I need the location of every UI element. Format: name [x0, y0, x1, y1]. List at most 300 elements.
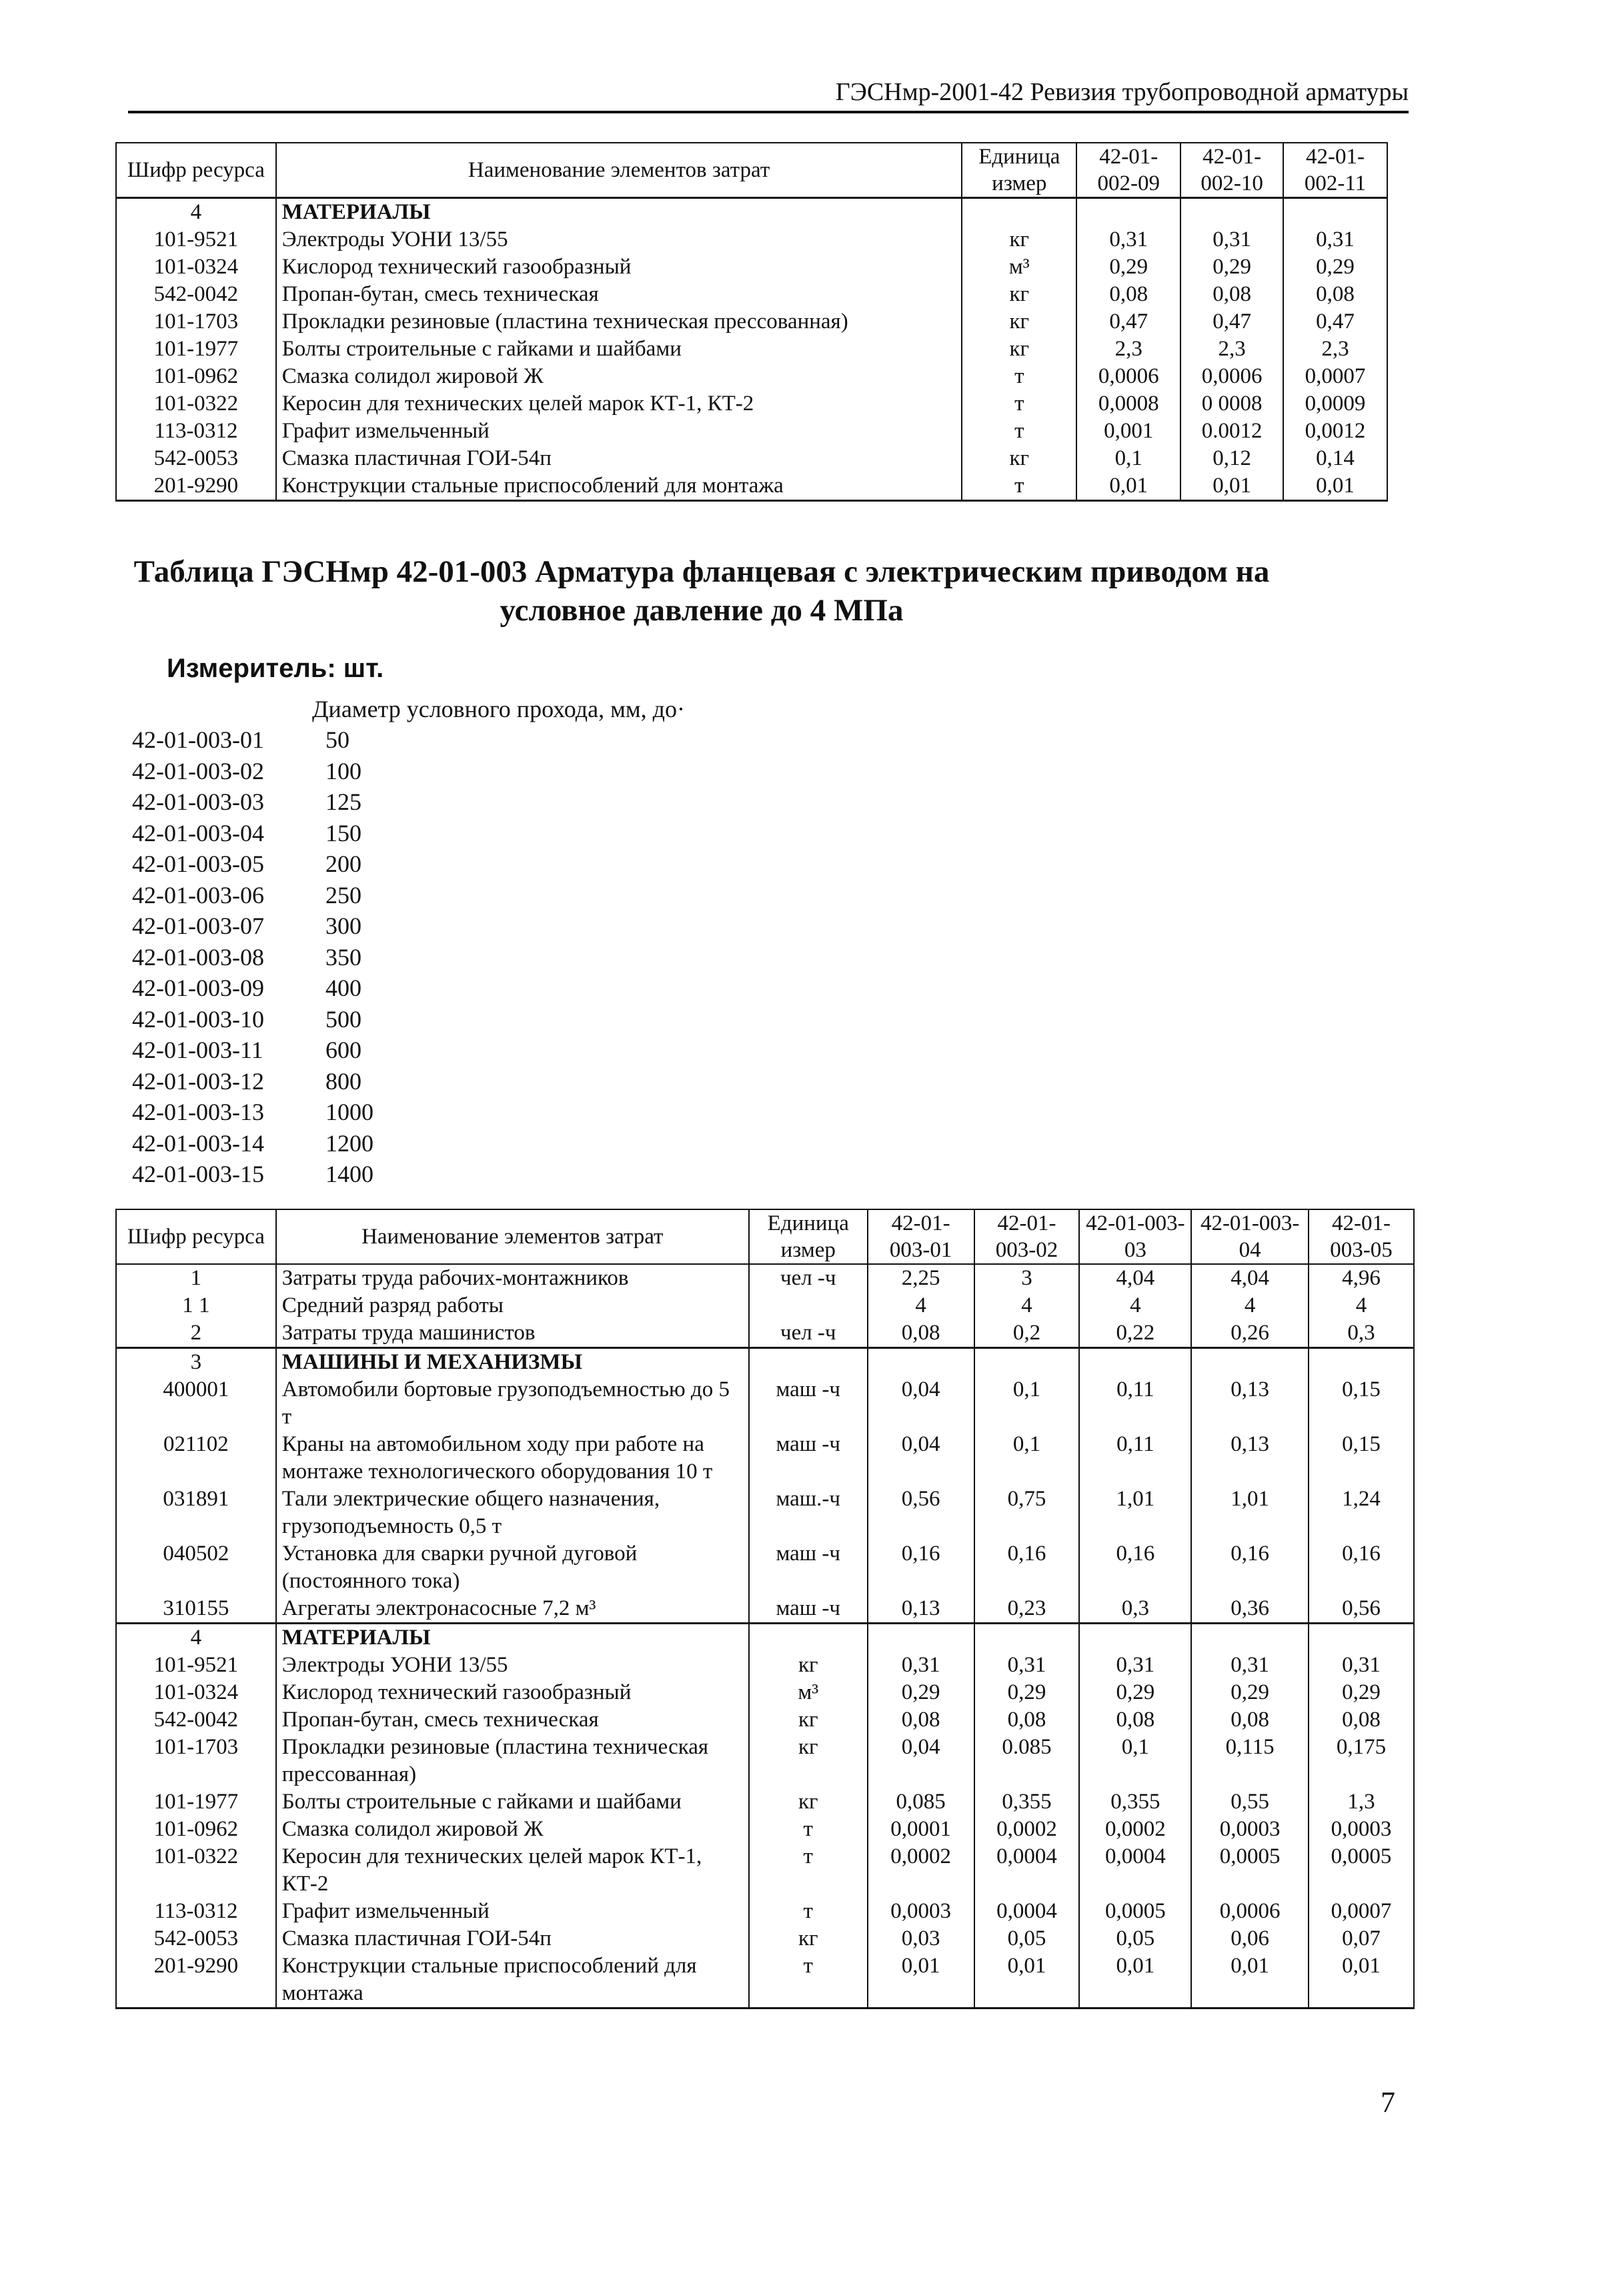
table-row	[116, 226, 1387, 253]
measure-label: Измеритель: шт.	[167, 654, 384, 683]
value: 0,12	[1180, 445, 1283, 472]
value: 0,0002	[868, 1843, 974, 1898]
table-row	[116, 445, 1387, 472]
value: 2,3	[1180, 336, 1283, 363]
value: 0,01	[868, 1952, 974, 2008]
resource-code: 101-9521	[116, 1652, 276, 1679]
resource-code: 101-1703	[116, 1734, 276, 1788]
value: 0,08	[868, 1319, 974, 1348]
resource-code: 101-1703	[116, 308, 276, 336]
value: 0,11	[1079, 1376, 1191, 1431]
header-col: 42-01-002-10	[1180, 143, 1283, 198]
value: 0,29	[1191, 1679, 1309, 1706]
value: 0,16	[974, 1540, 1080, 1595]
diameter-value: 125	[325, 788, 361, 815]
resource-code: 1	[116, 1264, 276, 1292]
list-item	[132, 724, 373, 756]
resource-name: Кислород технический газообразный	[276, 1679, 749, 1706]
table-row	[116, 472, 1387, 501]
value: 0,175	[1309, 1734, 1414, 1788]
resource-name: Электроды УОНИ 13/55	[276, 226, 962, 253]
unit: т	[962, 390, 1076, 418]
value: 0,0008	[1076, 390, 1180, 418]
value: 0,0007	[1309, 1898, 1414, 1925]
diameter-value: 350	[325, 943, 361, 971]
table-code: 42-01-003-02	[132, 757, 264, 784]
value: 0,15	[1309, 1376, 1414, 1431]
resource-code: 101-0962	[116, 1816, 276, 1843]
resource-code: 310155	[116, 1595, 276, 1624]
unit: кг	[749, 1788, 868, 1816]
value: 1,24	[1309, 1486, 1414, 1540]
value: 0,0006	[1076, 363, 1180, 390]
resource-name: Установка для сварки ручной дуговой (постоянного тока)	[276, 1540, 749, 1595]
value: 0,56	[868, 1486, 974, 1540]
value: 0,08	[974, 1706, 1080, 1734]
value: 4	[1079, 1292, 1191, 1319]
table-row	[116, 1952, 1414, 2008]
diameter-value: 1200	[325, 1129, 373, 1157]
section-row	[116, 198, 1387, 227]
diameter-value: 300	[325, 913, 361, 939]
table-row	[116, 1540, 1414, 1595]
value: 0,31	[1191, 1652, 1309, 1679]
resource-name: Электроды УОНИ 13/55	[276, 1652, 749, 1679]
value: 0 0008	[1180, 390, 1283, 418]
value: 0,04	[868, 1431, 974, 1486]
table-code: 42-01-003-08	[132, 943, 264, 971]
code-diameter-list	[132, 724, 373, 1190]
resource-code: 113-0312	[116, 1898, 276, 1925]
table-code: 42-01-003-03	[132, 788, 264, 815]
value	[1079, 1348, 1191, 1377]
value: 0,56	[1309, 1595, 1414, 1624]
unit: м³	[962, 253, 1076, 281]
header-name: Наименование элементов затрат	[276, 1209, 749, 1264]
resource-code: 101-1977	[116, 336, 276, 363]
value: 0,04	[868, 1376, 974, 1431]
table-row	[116, 1486, 1414, 1540]
value: 0,31	[1180, 226, 1283, 253]
value: 0,47	[1180, 308, 1283, 336]
value: 1,01	[1079, 1486, 1191, 1540]
value: 4	[1191, 1292, 1309, 1319]
value: 0,0005	[1191, 1843, 1309, 1898]
value: 0,0006	[1180, 363, 1283, 390]
unit: чел -ч	[749, 1319, 868, 1348]
table-row	[116, 1843, 1414, 1898]
value	[974, 1624, 1080, 1652]
value	[1283, 198, 1387, 227]
value: 0,1	[1079, 1734, 1191, 1788]
table-code: 42-01-003-05	[132, 850, 264, 877]
value: 0,13	[868, 1595, 974, 1624]
value: 0,23	[974, 1595, 1080, 1624]
table-title	[128, 552, 1275, 630]
unit: кг	[962, 308, 1076, 336]
diameter-value: 250	[325, 881, 361, 909]
value: 1,01	[1191, 1486, 1309, 1540]
section-row	[116, 1624, 1414, 1652]
value	[1309, 1624, 1414, 1652]
unit	[962, 198, 1076, 227]
resource-name: МАШИНЫ И МЕХАНИЗМЫ	[276, 1348, 749, 1377]
resource-name: МАТЕРИАЛЫ	[276, 1624, 749, 1652]
value: 0,01	[1309, 1952, 1414, 2008]
resource-name: Прокладки резиновые (пластина техническая прессованная)	[276, 1734, 749, 1788]
list-item	[132, 1159, 373, 1190]
value: 0,16	[868, 1540, 974, 1595]
resource-name: Пропан-бутан, смесь техническая	[276, 281, 962, 308]
unit: кг	[749, 1925, 868, 1952]
unit: кг	[749, 1652, 868, 1679]
value: 0,13	[1191, 1431, 1309, 1486]
value	[868, 1348, 974, 1377]
table-row	[116, 1376, 1414, 1431]
value: 0,0006	[1191, 1898, 1309, 1925]
resource-name: Смазка солидол жировой Ж	[276, 1816, 749, 1843]
value: 0,16	[1079, 1540, 1191, 1595]
value: 0,29	[868, 1679, 974, 1706]
table-row	[116, 1652, 1414, 1679]
value	[1191, 1624, 1309, 1652]
resource-name: Затраты труда машинистов	[276, 1319, 749, 1348]
table-code: 42-01-003-11	[132, 1037, 263, 1063]
value: 0,01	[1079, 1952, 1191, 2008]
resource-name: Керосин для технических целей марок КТ-1, КТ-2	[276, 1843, 749, 1898]
value: 3	[974, 1264, 1080, 1292]
unit: маш -ч	[749, 1376, 868, 1431]
resource-name: Тали электрические общего назначения, грузоподъемность 0,5 т	[276, 1486, 749, 1540]
header-col: 42-01-003-01	[868, 1209, 974, 1264]
value: 0,75	[974, 1486, 1080, 1540]
value: 0,31	[1076, 226, 1180, 253]
resource-name: Затраты труда рабочих-монтажников	[276, 1264, 749, 1292]
value: 0,08	[1191, 1706, 1309, 1734]
unit: т	[749, 1898, 868, 1925]
value: 0,0012	[1283, 418, 1387, 445]
resource-name: Графит измельченный	[276, 418, 962, 445]
header-code: Шифр ресурса	[116, 1209, 276, 1264]
value	[1180, 198, 1283, 227]
value: 0,08	[1283, 281, 1387, 308]
value: 0,01	[974, 1952, 1080, 2008]
header-col: 42-01-003-05	[1309, 1209, 1414, 1264]
resource-code: 040502	[116, 1540, 276, 1595]
value: 0,001	[1076, 418, 1180, 445]
list-item	[132, 911, 373, 942]
value	[1079, 1624, 1191, 1652]
unit: м³	[749, 1679, 868, 1706]
unit: кг	[749, 1734, 868, 1788]
table-row	[116, 363, 1387, 390]
value: 0,3	[1309, 1319, 1414, 1348]
value: 0,0004	[974, 1843, 1080, 1898]
table-row	[116, 1788, 1414, 1816]
value: 0,15	[1309, 1431, 1414, 1486]
value: 0,08	[1309, 1706, 1414, 1734]
value: 0,0009	[1283, 390, 1387, 418]
value: 0,29	[1076, 253, 1180, 281]
header-col: 42-01-003-02	[974, 1209, 1080, 1264]
unit: кг	[962, 336, 1076, 363]
value: 2,3	[1283, 336, 1387, 363]
resource-code: 101-0962	[116, 363, 276, 390]
value: 0,0007	[1283, 363, 1387, 390]
resource-code: 2	[116, 1319, 276, 1348]
top-table-header-row	[116, 143, 1387, 198]
value: 0,26	[1191, 1319, 1309, 1348]
value: 0,03	[868, 1925, 974, 1952]
value: 0,0002	[1079, 1816, 1191, 1843]
value: 0,16	[1309, 1540, 1414, 1595]
resource-name: Краны на автомобильном ходу при работе на монтаже технологического оборудования 10 т	[276, 1431, 749, 1486]
value: 4	[974, 1292, 1080, 1319]
value: 0,31	[1079, 1652, 1191, 1679]
unit: т	[749, 1952, 868, 2008]
value: 0,29	[1180, 253, 1283, 281]
unit: т	[749, 1843, 868, 1898]
list-item	[132, 786, 373, 818]
value: 0,16	[1191, 1540, 1309, 1595]
unit: маш -ч	[749, 1595, 868, 1624]
bottom-resource-table	[115, 1209, 1415, 2009]
resource-code: 542-0042	[116, 1706, 276, 1734]
value: 0,29	[1283, 253, 1387, 281]
value: 0,47	[1076, 308, 1180, 336]
value: 0,01	[1180, 472, 1283, 501]
value: 4	[1309, 1292, 1414, 1319]
value: 0,05	[1079, 1925, 1191, 1952]
value: 0,29	[974, 1679, 1080, 1706]
resource-name: Кислород технический газообразный	[276, 253, 962, 281]
value	[1191, 1348, 1309, 1377]
resource-code: 101-9521	[116, 226, 276, 253]
diameter-value: 800	[325, 1067, 361, 1095]
resource-code: 542-0053	[116, 1925, 276, 1952]
resource-code: 4	[116, 198, 276, 227]
value: 0,0001	[868, 1816, 974, 1843]
resource-code: 101-1977	[116, 1788, 276, 1816]
diameter-value: 600	[325, 1037, 361, 1063]
list-item	[132, 756, 373, 787]
header-text: ГЭСНмр-2001-42 Ревизия трубопроводной арматуры	[835, 78, 1409, 106]
value: 4,04	[1191, 1264, 1309, 1292]
resource-code: 542-0053	[116, 445, 276, 472]
value: 4	[868, 1292, 974, 1319]
table-row	[116, 1292, 1414, 1319]
unit	[749, 1624, 868, 1652]
section-row	[116, 1348, 1414, 1377]
resource-name: Автомобили бортовые грузоподъемностью до 5 т	[276, 1376, 749, 1431]
value	[1309, 1348, 1414, 1377]
resource-code: 031891	[116, 1486, 276, 1540]
value: 0,07	[1309, 1925, 1414, 1952]
unit: кг	[962, 226, 1076, 253]
resource-code: 101-0322	[116, 390, 276, 418]
resource-code: 542-0042	[116, 281, 276, 308]
value: 0,355	[974, 1788, 1080, 1816]
table-code: 42-01-003-06	[132, 881, 264, 909]
unit: т	[749, 1816, 868, 1843]
header-name: Наименование элементов затрат	[276, 143, 962, 198]
unit: кг	[962, 445, 1076, 472]
table-code: 42-01-003-13	[132, 1099, 264, 1125]
value: 0,01	[1076, 472, 1180, 501]
resource-name: Болты строительные с гайками и шайбами	[276, 1788, 749, 1816]
table-row	[116, 1595, 1414, 1624]
value: 0,0004	[974, 1898, 1080, 1925]
resource-name: Смазка солидол жировой Ж	[276, 363, 962, 390]
bottom-table-header-row	[116, 1209, 1414, 1264]
unit: кг	[749, 1706, 868, 1734]
resource-name: Средний разряд работы	[276, 1292, 749, 1319]
value: 0,05	[974, 1925, 1080, 1952]
table-row	[116, 1679, 1414, 1706]
table-row	[116, 390, 1387, 418]
list-item	[132, 973, 373, 1004]
unit: чел -ч	[749, 1264, 868, 1292]
unit: маш -ч	[749, 1431, 868, 1486]
value: 0,11	[1079, 1431, 1191, 1486]
header-code: Шифр ресурса	[116, 143, 276, 198]
unit: т	[962, 363, 1076, 390]
list-item	[132, 1097, 373, 1128]
resource-code: 021102	[116, 1431, 276, 1486]
table-code: 42-01-003-14	[132, 1129, 264, 1157]
unit	[749, 1292, 868, 1319]
resource-name: МАТЕРИАЛЫ	[276, 198, 962, 227]
resource-name: Смазка пластичная ГОИ-54п	[276, 445, 962, 472]
value: 0,08	[868, 1706, 974, 1734]
value: 0,31	[974, 1652, 1080, 1679]
table-row	[116, 336, 1387, 363]
value: 0,29	[1079, 1679, 1191, 1706]
value: 0,1	[1076, 445, 1180, 472]
value	[974, 1348, 1080, 1377]
value: 0,55	[1191, 1788, 1309, 1816]
table-row	[116, 1816, 1414, 1843]
value: 0,0003	[1309, 1816, 1414, 1843]
resource-code: 1 1	[116, 1292, 276, 1319]
unit: кг	[962, 281, 1076, 308]
diameter-label: Диаметр условного прохода, мм, до·	[312, 696, 685, 722]
table-code: 42-01-003-09	[132, 975, 264, 1001]
diameter-value: 50	[325, 726, 349, 753]
table-row	[116, 1319, 1414, 1348]
table-row	[116, 1734, 1414, 1788]
table-row	[116, 253, 1387, 281]
header-col: 42-01-002-11	[1283, 143, 1387, 198]
value: 0,04	[868, 1734, 974, 1788]
value: 0,0005	[1309, 1843, 1414, 1898]
value: 0.085	[974, 1734, 1080, 1788]
resource-name: Агрегаты электронасосные 7,2 м³	[276, 1595, 749, 1624]
value: 0,29	[1309, 1679, 1414, 1706]
list-item	[132, 880, 373, 911]
value: 0,08	[1180, 281, 1283, 308]
resource-name: Смазка пластичная ГОИ-54п	[276, 1925, 749, 1952]
diameter-value: 400	[325, 975, 361, 1001]
header-col: 42-01-002-09	[1076, 143, 1180, 198]
top-resource-table	[115, 142, 1388, 502]
table-row	[116, 1706, 1414, 1734]
resource-name: Керосин для технических целей марок КТ-1, КТ-2	[276, 390, 962, 418]
list-item	[132, 942, 373, 973]
table-code: 42-01-003-12	[132, 1067, 264, 1095]
list-item	[132, 818, 373, 849]
value: 4,96	[1309, 1264, 1414, 1292]
table-row	[116, 418, 1387, 445]
diameter-value: 200	[325, 850, 361, 877]
resource-name: Конструкции стальные приспособлений для монтажа	[276, 1952, 749, 2008]
value: 0,01	[1191, 1952, 1309, 2008]
table-code: 42-01-003-07	[132, 913, 264, 939]
resource-code: 101-0324	[116, 253, 276, 281]
value: 0,355	[1079, 1788, 1191, 1816]
table-row	[116, 1264, 1414, 1292]
value: 0,36	[1191, 1595, 1309, 1624]
table-code: 42-01-003-15	[132, 1161, 264, 1187]
value: 0,1	[974, 1376, 1080, 1431]
table-code: 42-01-003-04	[132, 819, 264, 846]
list-item	[132, 1128, 373, 1159]
value: 0,0004	[1079, 1843, 1191, 1898]
value: 0,0005	[1079, 1898, 1191, 1925]
header-col: 42-01-003-03	[1079, 1209, 1191, 1264]
value: 4,04	[1079, 1264, 1191, 1292]
value: 0,0002	[974, 1816, 1080, 1843]
diameter-value: 500	[325, 1005, 361, 1033]
unit: маш.-ч	[749, 1486, 868, 1540]
value: 0,06	[1191, 1925, 1309, 1952]
table-row	[116, 1925, 1414, 1952]
resource-name: Прокладки резиновые (пластина техническая прессованная)	[276, 308, 962, 336]
resource-code: 101-0324	[116, 1679, 276, 1706]
diameter-value: 1000	[325, 1099, 373, 1125]
value	[1076, 198, 1180, 227]
value: 0,14	[1283, 445, 1387, 472]
value: 0,31	[868, 1652, 974, 1679]
header-col: 42-01-003-04	[1191, 1209, 1309, 1264]
value: 2,3	[1076, 336, 1180, 363]
list-item	[132, 1035, 373, 1066]
resource-code: 201-9290	[116, 1952, 276, 2008]
value: 0,0003	[1191, 1816, 1309, 1843]
value: 0,08	[1079, 1706, 1191, 1734]
unit	[749, 1348, 868, 1377]
value: 0,08	[1076, 281, 1180, 308]
title-line-1: Таблица ГЭСНмр 42-01-003 Арматура фланцевая с электрическим приводом на	[133, 554, 1270, 589]
value: 0,01	[1283, 472, 1387, 501]
value: 0,0003	[868, 1898, 974, 1925]
diameter-value: 150	[325, 819, 361, 846]
resource-code: 4	[116, 1624, 276, 1652]
table-row	[116, 281, 1387, 308]
resource-code: 113-0312	[116, 418, 276, 445]
table-code: 42-01-003-10	[132, 1005, 264, 1033]
diameter-value: 100	[325, 757, 361, 784]
value	[868, 1624, 974, 1652]
resource-name: Болты строительные с гайками и шайбами	[276, 336, 962, 363]
unit: т	[962, 418, 1076, 445]
list-item	[132, 1004, 373, 1035]
table-row	[116, 1898, 1414, 1925]
table-code: 42-01-003-01	[132, 726, 264, 753]
resource-name: Пропан-бутан, смесь техническая	[276, 1706, 749, 1734]
unit: маш -ч	[749, 1540, 868, 1595]
resource-code: 201-9290	[116, 472, 276, 501]
